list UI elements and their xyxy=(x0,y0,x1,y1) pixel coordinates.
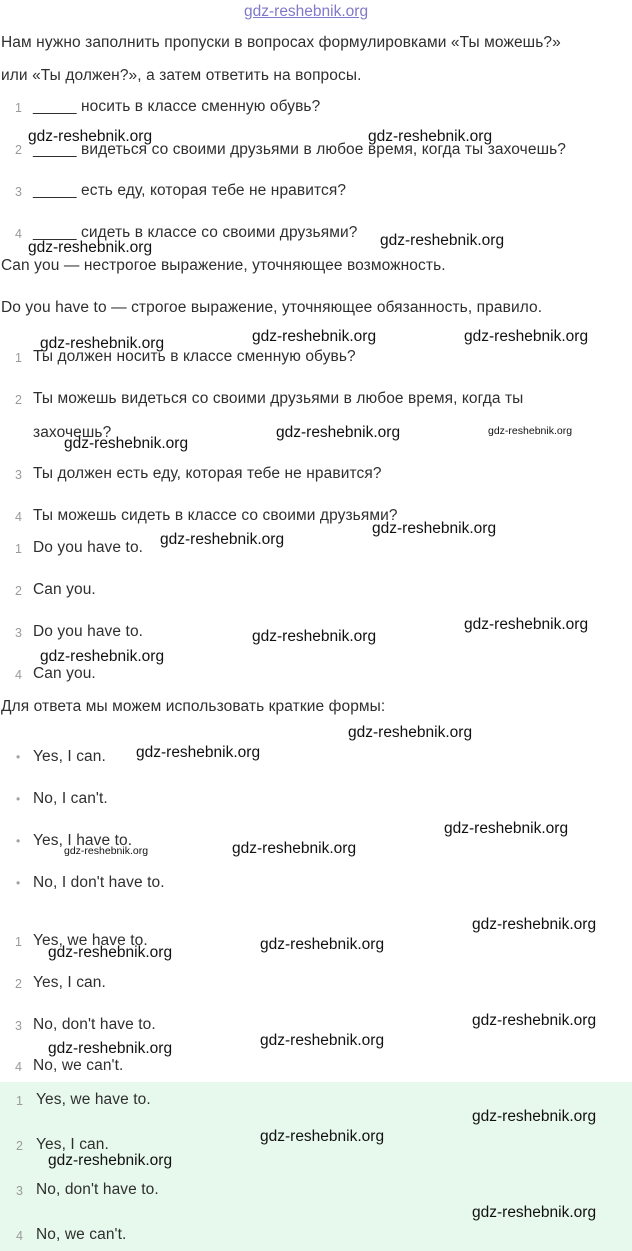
list-item: Yes, I have to. xyxy=(33,832,133,849)
watermark: gdz-reshebnik.org xyxy=(444,820,569,837)
bullet-icon: • xyxy=(16,876,21,890)
watermark: gdz-reshebnik.org xyxy=(472,916,597,933)
watermark: gdz-reshebnik.org xyxy=(252,628,377,645)
list-item: No, don't have to. xyxy=(33,1016,156,1033)
list-item: _____ видеться со своими друзьями в любое время, когда ты захочешь? xyxy=(33,141,567,158)
list-item: Can you. xyxy=(33,665,96,682)
list-item: Yes, we have to. xyxy=(33,932,148,949)
short-forms-intro: Для ответа мы можем использовать краткие формы: xyxy=(1,698,386,715)
list-item-number: 3 xyxy=(16,1184,23,1198)
list-item-number: 2 xyxy=(15,584,22,598)
watermark: gdz-reshebnik.org xyxy=(348,724,473,741)
watermark: gdz-reshebnik.org xyxy=(260,1128,385,1145)
explanation-can-you: Can you — нестрогое выражение, уточняющее возможность. xyxy=(1,257,446,274)
list-item-number: 3 xyxy=(15,185,22,199)
list-item-number: 2 xyxy=(15,977,22,991)
list-item: _____ сидеть в классе со своими друзьями? xyxy=(33,224,358,241)
list-item: _____ носить в классе сменную обувь? xyxy=(33,98,321,115)
list-item-number: 1 xyxy=(16,1094,23,1108)
list-item: _____ есть еду, которая тебе не нравится? xyxy=(33,182,347,199)
list-item-number: 1 xyxy=(15,101,22,115)
list-item: Ты можешь видеться со своими друзьями в любое время, когда ты xyxy=(33,390,524,407)
list-item: Ты можешь сидеть в классе со своими друзьями? xyxy=(33,507,398,524)
list-item: Do you have to. xyxy=(33,623,144,640)
list-item-number: 4 xyxy=(15,1060,22,1074)
watermark: gdz-reshebnik.org xyxy=(464,328,589,345)
list-item: Can you. xyxy=(33,581,96,598)
list-item: Do you have to. xyxy=(33,539,144,556)
bullet-icon: • xyxy=(16,834,21,848)
watermark: gdz-reshebnik.org xyxy=(472,1012,597,1029)
list-item-number: 4 xyxy=(15,227,22,241)
list-item: No, we can't. xyxy=(33,1057,124,1074)
list-item-continuation: захочешь? xyxy=(33,424,112,441)
watermark: gdz-reshebnik.org xyxy=(472,1108,597,1125)
list-item: No, I don't have to. xyxy=(33,874,165,891)
watermark: gdz-reshebnik.org xyxy=(276,424,401,441)
watermark: gdz-reshebnik.org xyxy=(488,425,573,437)
list-item: No, don't have to. xyxy=(36,1181,159,1198)
bullet-icon: • xyxy=(16,792,21,806)
watermark: gdz-reshebnik.org xyxy=(464,616,589,633)
list-item: Ты должен есть еду, которая тебе не нравится? xyxy=(33,465,382,482)
list-item: No, we can't. xyxy=(36,1226,127,1243)
watermark: gdz-reshebnik.org xyxy=(260,1032,385,1049)
list-item-number: 2 xyxy=(15,393,22,407)
bullet-icon: • xyxy=(16,750,21,764)
watermark: gdz-reshebnik.org xyxy=(136,744,261,761)
list-item-number: 1 xyxy=(15,935,22,949)
watermark: gdz-reshebnik.org xyxy=(232,840,357,857)
watermark: gdz-reshebnik.org xyxy=(28,128,153,145)
list-item-number: 3 xyxy=(15,1019,22,1033)
intro-line-1: Нам нужно заполнить пропуски в вопросах формулировками «Ты можешь?» xyxy=(1,34,561,51)
list-item-number: 1 xyxy=(15,542,22,556)
list-item-number: 4 xyxy=(15,510,22,524)
list-item-number: 3 xyxy=(15,626,22,640)
watermark: gdz-reshebnik.org xyxy=(28,239,153,256)
intro-line-2: или «Ты должен?», а затем ответить на вопросы. xyxy=(1,67,362,84)
watermark: gdz-reshebnik.org xyxy=(368,128,493,145)
watermark: gdz-reshebnik.org xyxy=(372,520,497,537)
header-site-link[interactable]: gdz-reshebnik.org xyxy=(244,3,369,20)
list-item-number: 1 xyxy=(15,351,22,365)
watermark: gdz-reshebnik.org xyxy=(380,232,505,249)
watermark: gdz-reshebnik.org xyxy=(252,328,377,345)
watermark: gdz-reshebnik.org xyxy=(48,1040,173,1057)
watermark: gdz-reshebnik.org xyxy=(48,944,173,961)
watermark: gdz-reshebnik.org xyxy=(260,936,385,953)
list-item-number: 3 xyxy=(15,468,22,482)
list-item: No, I can't. xyxy=(33,790,108,807)
watermark: gdz-reshebnik.org xyxy=(64,435,189,452)
list-item-number: 2 xyxy=(16,1139,23,1153)
watermark: gdz-reshebnik.org xyxy=(48,1152,173,1169)
list-item: Yes, I can. xyxy=(33,748,106,765)
list-item-number: 2 xyxy=(15,143,22,157)
list-item: Ты должен носить в классе сменную обувь? xyxy=(33,348,356,365)
list-item-number: 4 xyxy=(16,1229,23,1243)
list-item-number: 4 xyxy=(15,668,22,682)
watermark: gdz-reshebnik.org xyxy=(472,1204,597,1221)
watermark: gdz-reshebnik.org xyxy=(40,335,165,352)
explanation-have-to: Do you have to — строгое выражение, уточняющее обязанность, правило. xyxy=(1,299,543,316)
watermark: gdz-reshebnik.org xyxy=(160,531,285,548)
list-item: Yes, I can. xyxy=(36,1136,109,1153)
list-item: Yes, I can. xyxy=(33,974,106,991)
list-item: Yes, we have to. xyxy=(36,1091,151,1108)
watermark: gdz-reshebnik.org xyxy=(64,845,149,857)
watermark: gdz-reshebnik.org xyxy=(40,648,165,665)
